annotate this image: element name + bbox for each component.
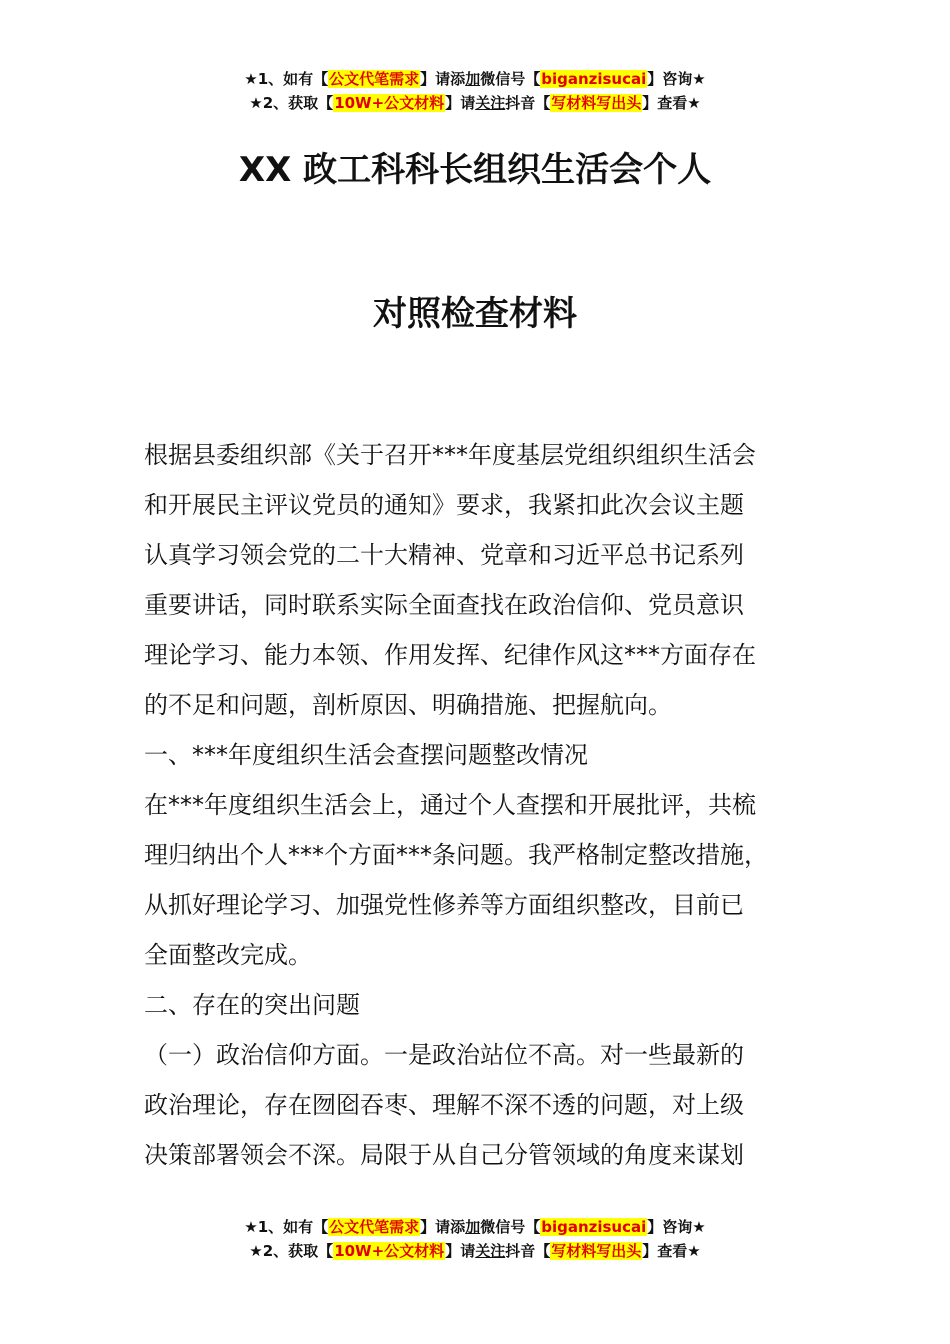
- douyin-account-highlight: 写材料写出头: [551, 94, 642, 112]
- banner-text: ★1、如有【: [244, 1218, 329, 1236]
- wechat-id-highlight: biganzisucai: [541, 1218, 647, 1236]
- highlight-text: 公文代笔需求: [329, 70, 420, 88]
- emphasis-text: 关注: [475, 94, 506, 112]
- body-line: 根据县委组织部《关于召开***年度基层党组织组织生活会: [144, 441, 756, 469]
- body-line: 理论学习、能力本领、作用发挥、纪律作风这***方面存在: [144, 641, 756, 669]
- body-line: 在***年度组织生活会上，通过个人查摆和开展批评，共梳: [144, 791, 756, 819]
- emphasis-text: 加: [465, 70, 481, 88]
- emphasis-text: 关注: [475, 1242, 506, 1260]
- emphasis-text: 加: [465, 1218, 481, 1236]
- banner-text: 微信号【: [480, 70, 541, 88]
- body-line: 理归纳出个人***个方面***条问题。我严格制定整改措施，: [144, 841, 768, 869]
- banner-text: 】请添: [420, 70, 466, 88]
- body-line: （一）政治信仰方面。一是政治站位不高。对一些最新的: [144, 1041, 744, 1069]
- banner-text: 】咨询★: [647, 70, 706, 88]
- banner-text: 抖音【: [505, 94, 551, 112]
- banner-text: ★1、如有【: [244, 70, 329, 88]
- section-heading: 二、存在的突出问题: [144, 991, 360, 1019]
- body-line: 从抓好理论学习、加强党性修养等方面组织整改，目前已: [144, 891, 744, 919]
- banner-text: 】查看★: [642, 94, 701, 112]
- banner-line-1: [0, 1216, 950, 1240]
- banner-line-2: [0, 92, 950, 116]
- highlight-text: 10W+公文材料: [334, 1242, 445, 1260]
- banner-text: 】查看★: [642, 1242, 701, 1260]
- banner-text: 】请: [445, 94, 476, 112]
- douyin-account-highlight: 写材料写出头: [551, 1242, 642, 1260]
- document-title-line-1: XX 政工科科长组织生活会个人: [238, 150, 712, 190]
- body-line: 重要讲话，同时联系实际全面查找在政治信仰、党员意识: [144, 591, 744, 619]
- banner-text: 抖音【: [505, 1242, 551, 1260]
- highlight-text: 10W+公文材料: [334, 94, 445, 112]
- body-line: 和开展民主评议党员的通知》要求，我紧扣此次会议主题: [144, 491, 744, 519]
- body-line: 全面整改完成。: [144, 941, 312, 969]
- section-heading: 一、***年度组织生活会查摆问题整改情况: [144, 741, 588, 769]
- body-line: 的不足和问题，剖析原因、明确措施、把握航向。: [144, 691, 672, 719]
- banner-text: 微信号【: [480, 1218, 541, 1236]
- body-line: 认真学习领会党的二十大精神、党章和习近平总书记系列: [144, 541, 744, 569]
- banner-line-2: [0, 1240, 950, 1264]
- body-line: 决策部署领会不深。局限于从自己分管领域的角度来谋划: [144, 1141, 744, 1169]
- wechat-id-highlight: biganzisucai: [541, 70, 647, 88]
- banner-text: 】咨询★: [647, 1218, 706, 1236]
- highlight-text: 公文代笔需求: [329, 1218, 420, 1236]
- banner-line-1: [0, 68, 950, 92]
- banner-text: ★2、获取【: [249, 1242, 334, 1260]
- bottom-banner: [0, 1216, 950, 1264]
- banner-text: 】请: [445, 1242, 476, 1260]
- document-body: [144, 430, 844, 1180]
- top-banner: [0, 68, 950, 116]
- banner-text: 】请添: [420, 1218, 466, 1236]
- banner-text: ★2、获取【: [249, 94, 334, 112]
- document-title-line-2: 对照检查材料: [373, 294, 577, 334]
- body-line: 政治理论，存在囫囵吞枣、理解不深不透的问题，对上级: [144, 1091, 744, 1119]
